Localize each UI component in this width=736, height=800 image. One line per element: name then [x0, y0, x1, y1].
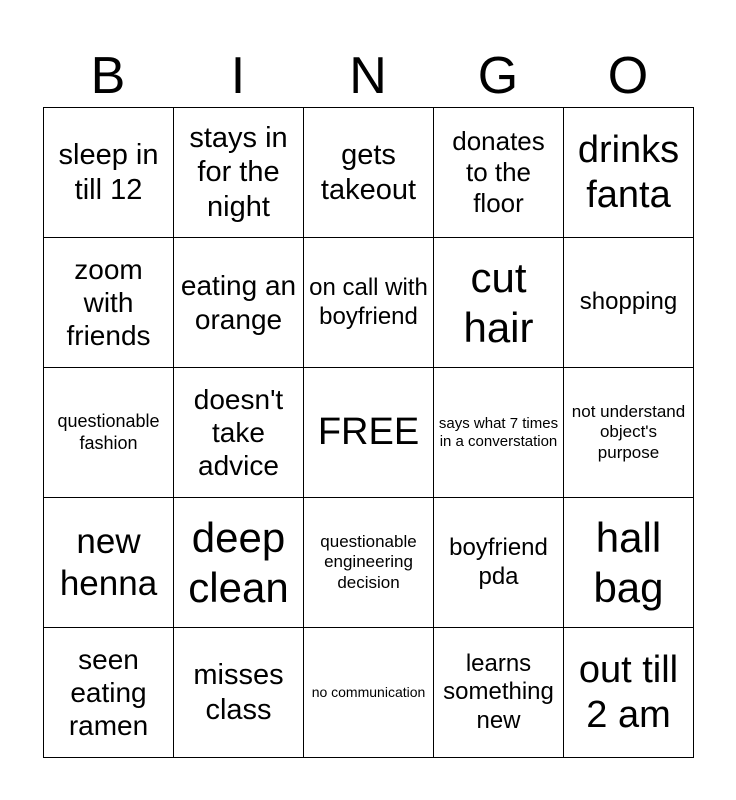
- header-letter-o: O: [607, 47, 649, 105]
- board-row: [44, 368, 694, 498]
- bingo-cell[interactable]: out till 2 am: [564, 628, 694, 758]
- bingo-board: [43, 107, 694, 758]
- bingo-cell[interactable]: donates to the floor: [434, 108, 564, 238]
- board-row: [44, 108, 694, 238]
- bingo-cell[interactable]: on call with boyfriend: [304, 238, 434, 368]
- header-letter-b: B: [90, 47, 126, 105]
- board-row: [44, 628, 694, 758]
- bingo-cell[interactable]: shopping: [564, 238, 694, 368]
- header-letter-i: I: [230, 47, 246, 105]
- bingo-cell[interactable]: boyfriend pda: [434, 498, 564, 628]
- bingo-cell[interactable]: eating an orange: [174, 238, 304, 368]
- free-space-cell[interactable]: FREE: [304, 368, 434, 498]
- bingo-cell[interactable]: gets takeout: [304, 108, 434, 238]
- header-letter-g: G: [477, 47, 519, 105]
- bingo-cell[interactable]: sleep in till 12: [44, 108, 174, 238]
- board-row: [44, 238, 694, 368]
- bingo-cell[interactable]: drinks fanta: [564, 108, 694, 238]
- bingo-cell[interactable]: seen eating ramen: [44, 628, 174, 758]
- header-letter-n: N: [349, 47, 387, 105]
- bingo-cell[interactable]: learns something new: [434, 628, 564, 758]
- bingo-cell[interactable]: cut hair: [434, 238, 564, 368]
- bingo-cell[interactable]: deep clean: [174, 498, 304, 628]
- bingo-cell[interactable]: no communication: [304, 628, 434, 758]
- bingo-cell[interactable]: misses class: [174, 628, 304, 758]
- bingo-cell[interactable]: hall bag: [564, 498, 694, 628]
- bingo-cell[interactable]: says what 7 times in a converstation: [434, 368, 564, 498]
- bingo-cell[interactable]: not understand object's purpose: [564, 368, 694, 498]
- bingo-cell[interactable]: new henna: [44, 498, 174, 628]
- bingo-cell[interactable]: questionable fashion: [44, 368, 174, 498]
- board-row: [44, 498, 694, 628]
- bingo-cell[interactable]: questionable engineering decision: [304, 498, 434, 628]
- bingo-header: [43, 46, 693, 106]
- bingo-cell[interactable]: stays in for the night: [174, 108, 304, 238]
- bingo-cell[interactable]: zoom with friends: [44, 238, 174, 368]
- bingo-cell[interactable]: doesn't take advice: [174, 368, 304, 498]
